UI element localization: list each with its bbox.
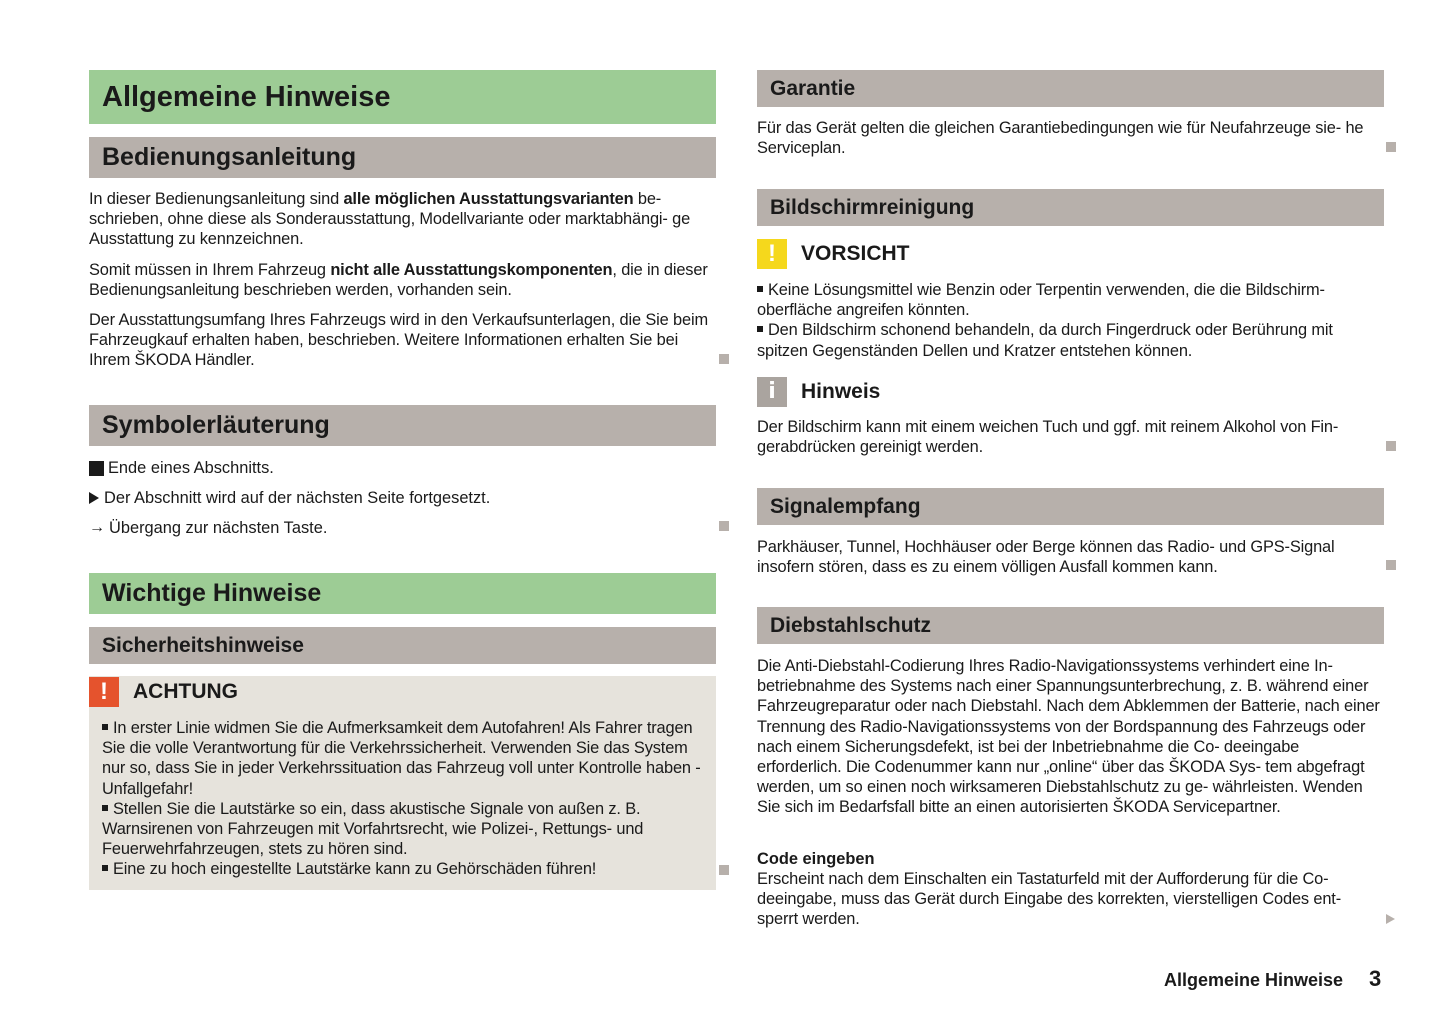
continued-triangle-icon <box>89 492 99 504</box>
warning-bullet <box>102 799 706 860</box>
bullet-text: Stellen Sie die Lautstärke so ein, dass akustische Signale von außen z. B. Warnsirenen von Fahrzeugen mit Vorfahrtsrecht, wie Polizei-, Rettungs- und Feuerwehrfahrzeugen, stets zu hören sind. <box>102 799 644 859</box>
continued-next-page-icon <box>1386 914 1395 924</box>
section-heading-text: Sicherheitshinweise <box>102 634 304 657</box>
bullet-icon <box>757 286 763 292</box>
section-heading-bedienungsanleitung <box>89 137 716 178</box>
section-heading-text: Garantie <box>770 77 856 100</box>
paragraph-bedienungsanleitung-1 <box>89 189 716 250</box>
bold-text: alle möglichen Ausstattungsvarianten <box>343 190 634 208</box>
warning-header <box>89 677 238 707</box>
chapter-title-text: Wichtige Hinweise <box>102 579 322 607</box>
end-of-section-icon <box>1386 441 1396 451</box>
bullet-icon <box>102 865 108 871</box>
arrow-right-icon: → <box>89 519 105 536</box>
symbol-legend-item <box>89 488 490 508</box>
section-heading-text: Diebstahlschutz <box>770 614 932 637</box>
end-of-section-square-icon <box>89 461 104 476</box>
paragraph-code-eingeben: Erscheint nach dem Einschalten ein Tastaturfeld mit der Aufforderung für die Co- deeingabe, muss das Gerät durch Eingabe des korrekten, vierstelligen Codes ent- sperrt werden. <box>757 870 1342 929</box>
paragraph-bedienungsanleitung-3: Der Ausstattungsumfang Ihres Fahrzeugs wird in den Verkaufsunterlagen, die Sie beim Fahrzeugkauf erhalten haben, beschrieben. Weitere Informationen erhalten Sie bei Ihrem ŠKODA Händler. <box>89 311 708 370</box>
subheading-code-eingeben: Code eingeben <box>757 850 875 868</box>
bullet-text: Den Bildschirm schonend behandeln, da durch Fingerdruck oder Berührung mit spitzen Gegenständen Dellen und Kratzer entstehen können. <box>757 321 1333 360</box>
section-heading-signalempfang <box>757 488 1384 525</box>
symbol-legend-text: Der Abschnitt wird auf der nächsten Seite fortgesetzt. <box>104 489 491 507</box>
chapter-title-wichtige-hinweise <box>89 573 716 614</box>
warning-bullet <box>102 718 706 799</box>
paragraph-diebstahlschutz: Die Anti-Diebstahl-Codierung Ihres Radio-Navigationssystems verhindert eine In- betriebnahme des Systems nach einer Spannungsunterbrechung, z. B. während einer Fahrzeugreparatur oder nach Diebstahl. Nach dem Abklemmen der Batterie, nach einer Trennung des Radio-Navigationssystems von der Bordspannung des Fahrzeugs oder nach einem Sicherungsdefekt, ist bei der Inbetriebnahme die Co- deeingabe erforderlich. Die Codenummer kann nur „online“ über das ŠKODA Sys- tem abgefragt werden, um so einen noch wirksameren Diebstahlschutz zu ge- währleisten. Wenden Sie sich im Bedarfsfall bitte an einen autorisierten ŠKODA Servicepartner. <box>757 657 1380 817</box>
achtung-warning-box <box>89 676 716 890</box>
section-heading-text: Symbolerläuterung <box>102 411 330 439</box>
symbol-legend-item <box>89 458 274 478</box>
paragraph-signalempfang: Parkhäuser, Tunnel, Hochhäuser oder Berge können das Radio- und GPS-Signal insofern stören, dass es zu einem völligen Ausfall kommen kann. <box>757 538 1335 577</box>
paragraph-garantie: Für das Gerät gelten die gleichen Garantiebedingungen wie für Neufahrzeuge sie- he Serviceplan. <box>757 119 1364 158</box>
section-heading-sicherheitshinweise <box>89 627 716 664</box>
caution-bullet-list <box>757 280 1384 361</box>
section-heading-diebstahlschutz <box>757 607 1384 644</box>
symbol-legend-item <box>89 518 327 538</box>
caution-title: VORSICHT <box>801 242 910 265</box>
bullet-icon <box>102 724 108 730</box>
end-of-section-icon <box>1386 142 1396 152</box>
caution-bullet <box>757 280 1384 320</box>
section-heading-bildschirmreinigung <box>757 189 1384 226</box>
section-heading-text: Bildschirmreinigung <box>770 196 975 219</box>
warning-bullet <box>102 859 706 879</box>
warning-title: ACHTUNG <box>133 680 238 703</box>
section-heading-text: Bedienungsanleitung <box>102 143 357 171</box>
info-icon: i <box>757 377 787 407</box>
chapter-title-text: Allgemeine Hinweise <box>102 80 391 113</box>
vorsicht-header <box>757 239 910 269</box>
page-number: 3 <box>1369 966 1382 991</box>
bullet-icon <box>757 326 763 332</box>
text: Somit müssen in Ihrem Fahrzeug <box>89 261 331 279</box>
exclamation-icon: ! <box>757 239 787 269</box>
section-heading-text: Signalempfang <box>770 495 921 518</box>
end-of-section-icon <box>719 354 729 364</box>
footer-section-title: Allgemeine Hinweise <box>1164 970 1344 990</box>
chapter-title-allgemeine-hinweise <box>89 70 716 124</box>
caution-bullet <box>757 320 1384 360</box>
note-title: Hinweis <box>801 380 881 403</box>
symbol-legend-text: Ende eines Abschnitts. <box>108 459 274 477</box>
bullet-text: Keine Lösungsmittel wie Benzin oder Terpentin verwenden, die die Bildschirm- oberfläche angreifen könnten. <box>757 281 1325 320</box>
section-heading-symbolerlaeuterung <box>89 405 716 446</box>
end-of-section-icon <box>719 521 729 531</box>
bullet-text: Eine zu hoch eingestellte Lautstärke kann zu Gehörschäden führen! <box>113 860 597 879</box>
warning-bullet-list <box>102 718 706 880</box>
end-of-section-icon <box>1386 560 1396 570</box>
bullet-icon <box>102 805 108 811</box>
bold-text: nicht alle Ausstattungskomponenten <box>330 261 613 279</box>
exclamation-icon: ! <box>89 677 119 707</box>
end-of-section-icon <box>719 865 729 875</box>
section-heading-garantie <box>757 70 1384 107</box>
paragraph-bedienungsanleitung-2 <box>89 260 716 300</box>
text: be- schrieben, ohne diese als Sonderausstattung, Modellvariante oder marktabhängi- ge Ausstattung zu kennzeichnen. <box>89 190 691 249</box>
hinweis-header <box>757 377 880 407</box>
symbol-legend-text: Übergang zur nächsten Taste. <box>109 519 328 537</box>
text: , die in dieser Bedienungsanleitung beschrieben werden, vorhanden sein. <box>89 261 708 300</box>
paragraph-hinweis: Der Bildschirm kann mit einem weichen Tuch und ggf. mit reinem Alkohol von Fin- gerabdrücken gereinigt werden. <box>757 418 1339 457</box>
text: In dieser Bedienungsanleitung sind <box>89 190 344 208</box>
bullet-text: In erster Linie widmen Sie die Aufmerksamkeit dem Autofahren! Als Fahrer tragen Sie die volle Verantwortung für die Verkehrssicherheit. Verwenden Sie das System nur so, dass Sie in jeder Verkehrssituation das Fahrzeug voll unter Kontrolle haben - Unfallgefahr! <box>102 719 701 798</box>
